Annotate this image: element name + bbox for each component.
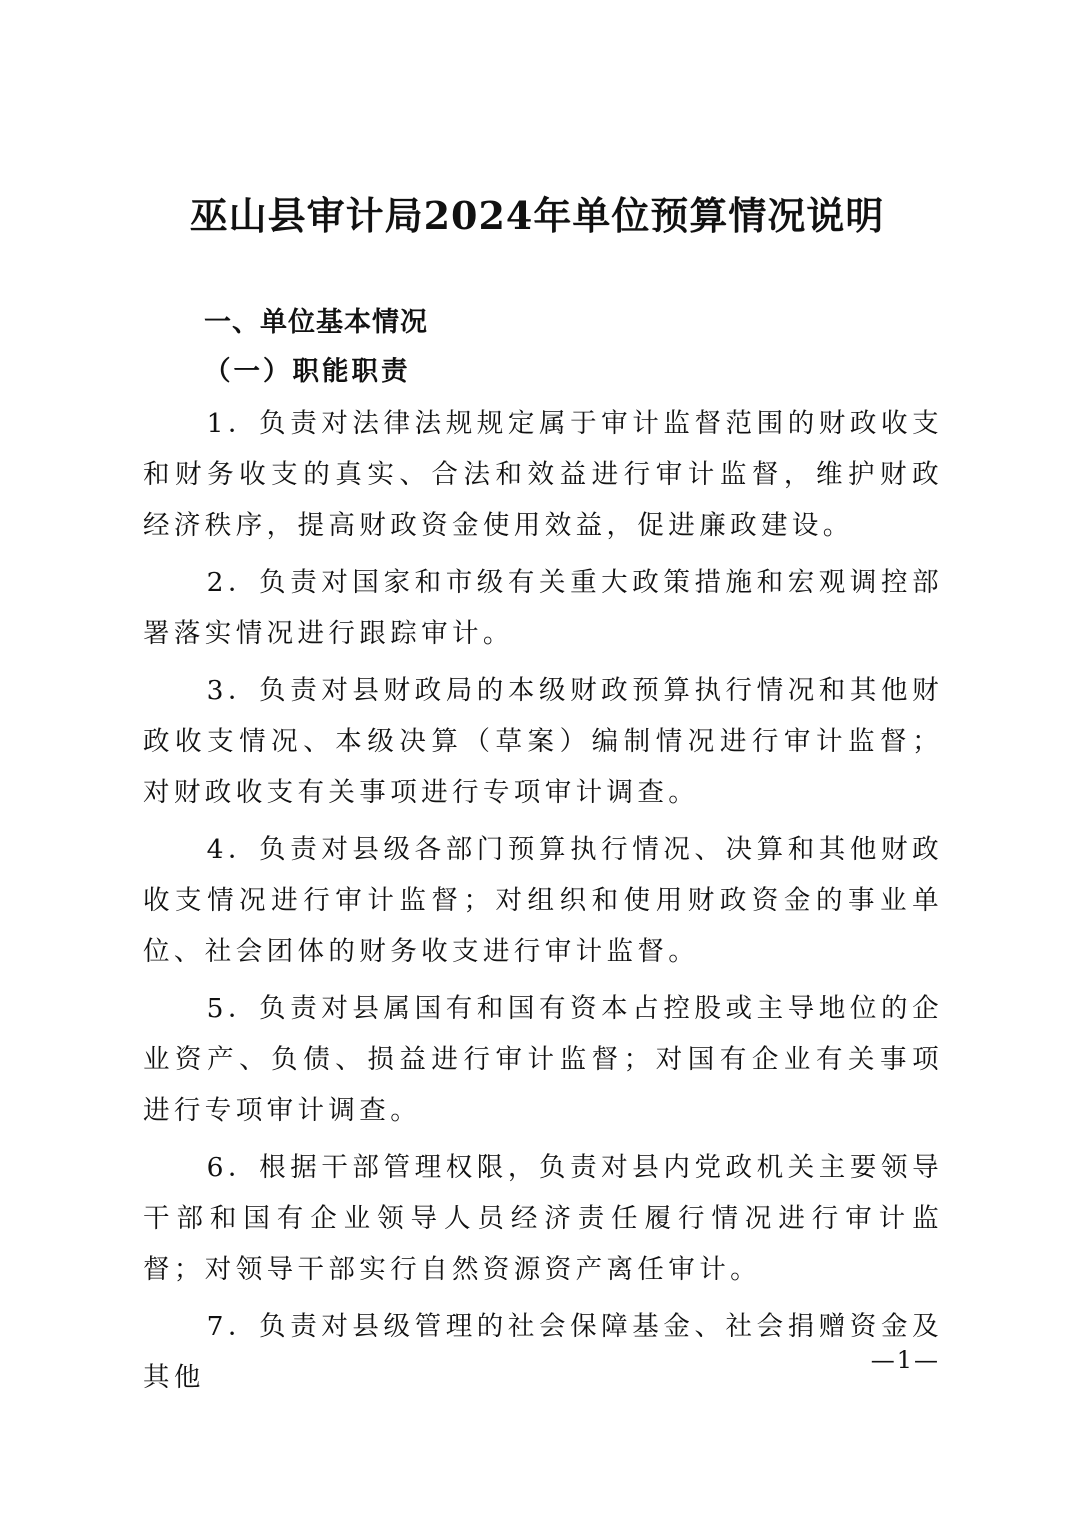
document-title: 巫山县审计局2024年单位预算情况说明: [189, 193, 885, 238]
subsection-heading: （一）职能职责: [204, 356, 411, 387]
paragraph-1: 1．负责对法律法规规定属于审计监督范围的财政收支和财务收支的真实、合法和效益进行审计监督，维护财政经济秩序，提高财政资金使用效益，促进廉政建设。: [143, 408, 943, 541]
paragraph-7: 7．负责对县级管理的社会保障基金、社会捐赠资金及其他: [143, 1311, 943, 1393]
paragraph-2: 2．负责对国家和市级有关重大政策措施和宏观调控部署落实情况进行跟踪审计。: [143, 567, 943, 649]
paragraph-3: 3．负责对县财政局的本级财政预算执行情况和其他财政收支情况、本级决算（草案）编制情况进行审计监督；对财政收支有关事项进行专项审计调查。: [143, 675, 943, 808]
paragraph-4: 4．负责对县级各部门预算执行情况、决算和其他财政收支情况进行审计监督；对组织和使用财政资金的事业单位、社会团体的财务收支进行审计监督。: [143, 834, 943, 967]
section-heading: 一、单位基本情况: [204, 307, 428, 338]
paragraph-list: [143, 398, 943, 1409]
page-number: —1—: [870, 1346, 940, 1374]
paragraph-5: 5．负责对县属国有和国有资本占控股或主导地位的企业资产、负债、损益进行审计监督；对国有企业有关事项进行专项审计调查。: [143, 993, 943, 1126]
paragraph-6: 6．根据干部管理权限，负责对县内党政机关主要领导干部和国有企业领导人员经济责任履行情况进行审计监督；对领导干部实行自然资源资产离任审计。: [143, 1152, 943, 1285]
